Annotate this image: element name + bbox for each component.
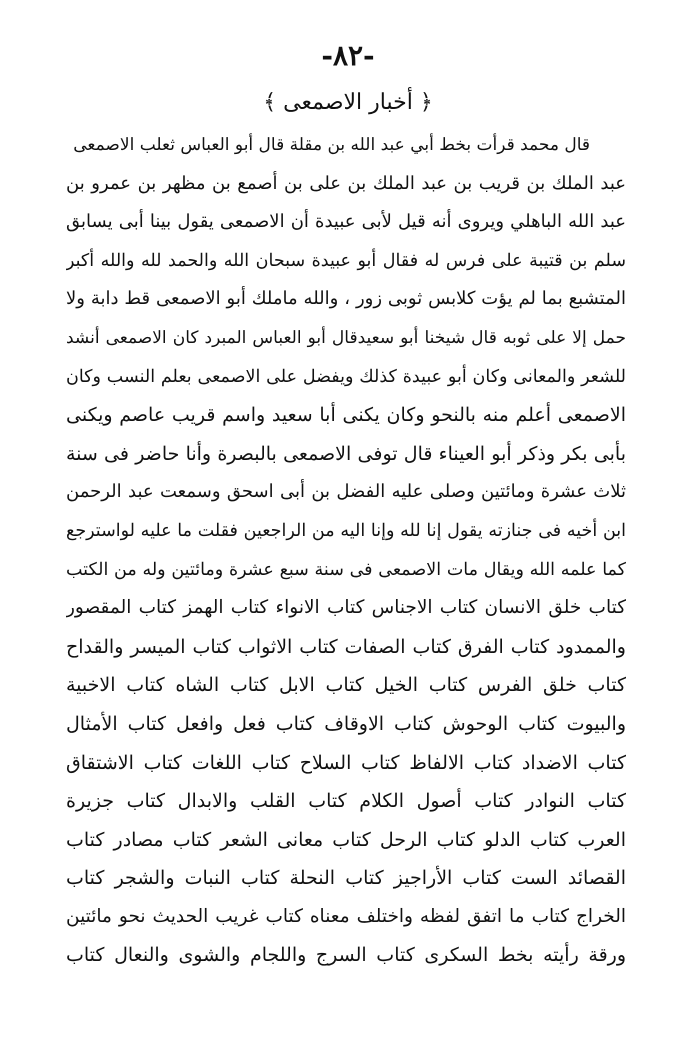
text-line: كما علمه الله ويقال مات الاصمعى فى سنة سبع عشرة ومائتين وله من الكتب — [66, 559, 626, 580]
text-line: حمل إلا على ثوبه قال شيخنا أبو سعيدقال أبو العباس المبرد كان الاصمعى أنشد — [66, 327, 626, 348]
text-line: ورقة رأيته بخط السكرى كتاب السرج واللجام والشوى والنعال كتاب — [66, 944, 626, 967]
text-line: للشعر والمعانى وكان أبو عبيدة كذلك ويفضل على الاصمعى بعلم النسب وكان — [66, 366, 626, 387]
text-line: القصائد الست كتاب الأراجيز كتاب النحلة كتاب النبات والشجر كتاب — [66, 867, 626, 890]
text-line: سلم بن قتيبة على فرس له فقال أبو عبيدة سبحان الله والحمد لله والله أكبر — [66, 250, 626, 271]
text-line: والممدود كتاب الفرق كتاب الصفات كتاب الاثواب كتاب الميسر والقداح — [66, 635, 626, 658]
text-line: الخراج كتاب ما اتفق لفظه واختلف معناه كتاب غريب الحديث نحو مائتين — [66, 905, 626, 927]
text-line: كتاب خلق الانسان كتاب الاجناس كتاب الانواء كتاب الهمز كتاب المقصور — [66, 597, 626, 619]
section-title: ﴿ أخبار الاصمعى ﴾ — [263, 90, 433, 115]
body-text — [66, 126, 626, 975]
text-line: ابن أخيه فى جنازته يقول إنا لله وإنا اليه من الراجعين فقلت ما عليه لواسترجع — [66, 520, 626, 541]
text-line: الاصمعى أعلم منه بالنحو وكان يكنى أبا سعيد واسم قريب عاصم ويكنى — [66, 404, 626, 427]
text-line: كتاب النوادر كتاب أصول الكلام كتاب القلب والابدال كتاب جزيرة — [66, 790, 626, 813]
text-line: العرب كتاب الدلو كتاب الرحل كتاب معانى الشعر كتاب مصادر كتاب — [66, 828, 626, 851]
text-line: ثلاث عشرة ومائتين وصلى عليه الفضل بن أبى اسحق وسمعت عبد الرحمن — [66, 481, 626, 503]
text-line: المتشبع بما لم يؤت كلابس ثوبى زور ، والله ماملك أبو الاصمعى قط دابة ولا — [66, 288, 626, 310]
text-line: قال محمد قرأت بخط أبي عبد الله بن مقلة قال أبو العباس ثعلب الاصمعى — [73, 135, 590, 155]
text-line: عبد الله الباهلي ويروى أنه قيل لأبى عبيدة أن الاصمعى يقول بينا أبى يسابق — [66, 211, 626, 233]
text-line: عبد الملك بن قريب بن عبد الملك بن على بن أصمع بن مظهر بن عمرو بن — [66, 172, 626, 194]
text-line: بأبى بكر وذكر أبو العيناء قال توفى الاصمعى بالبصرة وأنا حاضر فى سنة — [66, 442, 626, 465]
text-line: والبيوت كتاب الوحوش كتاب الاوقاف كتاب فعل وافعل كتاب الأمثال — [66, 712, 626, 735]
text-line: كتاب خلق الفرس كتاب الخيل كتاب الابل كتاب الشاه كتاب الاخبية — [66, 674, 626, 697]
text-line: كتاب الاضداد كتاب الالفاظ كتاب السلاح كتاب اللغات كتاب الاشتقاق — [66, 751, 626, 774]
page-number: -٨٢- — [321, 39, 375, 72]
